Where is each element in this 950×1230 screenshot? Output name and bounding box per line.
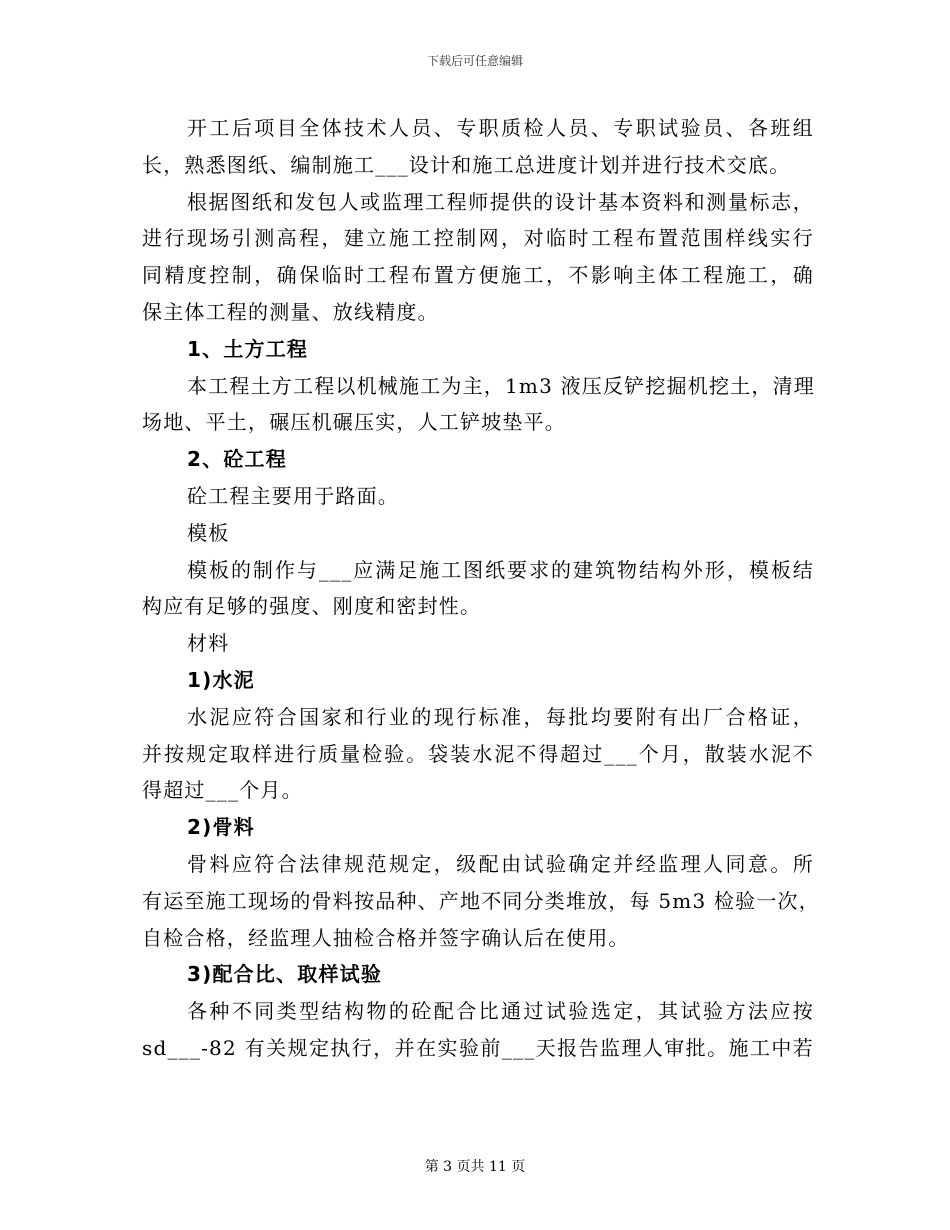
paragraph-line: 长，熟悉图纸、编制施工___设计和施工总进度计划并进行技术交底。 [142, 152, 791, 177]
paragraph-line: 构应有足够的强度、刚度和密封性。 [142, 594, 482, 619]
paragraph-line: 骨料应符合法律规范规定，级配由试验确定并经监理人同意。所 [187, 851, 814, 876]
paragraph-line: 并按规定取样进行质量检验。袋装水泥不得超过___个月，散装水泥不 [142, 741, 814, 766]
section-heading: 1、土方工程 [187, 336, 309, 361]
paragraph-line: 得超过___个月。 [142, 778, 303, 803]
paragraph-line: 模板的制作与___应满足施工图纸要求的建筑物结构外形，模板结 [187, 557, 814, 582]
paragraph-line: 砼工程主要用于路面。 [187, 483, 399, 508]
section-heading: 1)水泥 [187, 667, 255, 692]
paragraph-line: 水泥应符合国家和行业的现行标准，每批均要附有出厂合格证， [187, 704, 814, 729]
page-footer: 第 3 页共 11 页 [424, 1159, 526, 1175]
paragraph-line: 场地、平土，碾压机碾压实，人工铲坡垫平。 [142, 410, 566, 435]
paragraph-line: sd___-82 有关规定执行，并在实验前___天报告监理人审批。施工中若 [142, 1035, 814, 1060]
section-heading: 2)骨料 [187, 815, 255, 840]
paragraph-line: 根据图纸和发包人或监理工程师提供的设计基本资料和测量标志， [187, 189, 814, 214]
paragraph-line: 开工后项目全体技术人员、专职质检人员、专职试验员、各班组 [187, 116, 814, 140]
paragraph-line: 各种不同类型结构物的砼配合比通过试验选定，其试验方法应按 [187, 999, 814, 1024]
paragraph-line: 有运至施工现场的骨料按品种、产地不同分类堆放，每 5m3 检验一次， [142, 888, 820, 913]
paragraph-line: 本工程土方工程以机械施工为主，1m3 液压反铲挖掘机挖土，清理 [187, 373, 815, 398]
subsection-label: 材料 [187, 631, 230, 656]
paragraph-line: 自检合格，经监理人抽检合格并签字确认后在使用。 [142, 925, 630, 950]
paragraph-line: 保主体工程的测量、放线精度。 [142, 299, 439, 324]
subsection-label: 模板 [187, 520, 230, 545]
section-heading: 3)配合比、取样试验 [187, 962, 383, 987]
paragraph-line: 同精度控制，确保临时工程布置方便施工，不影响主体工程施工，确 [142, 263, 814, 288]
document-body [142, 110, 820, 1067]
page-header: 下载后可任意编辑 [426, 54, 523, 68]
paragraph-line: 进行现场引测高程，建立施工控制网，对临时工程布置范围样线实行 [142, 226, 814, 251]
section-heading: 2、砼工程 [187, 447, 287, 472]
